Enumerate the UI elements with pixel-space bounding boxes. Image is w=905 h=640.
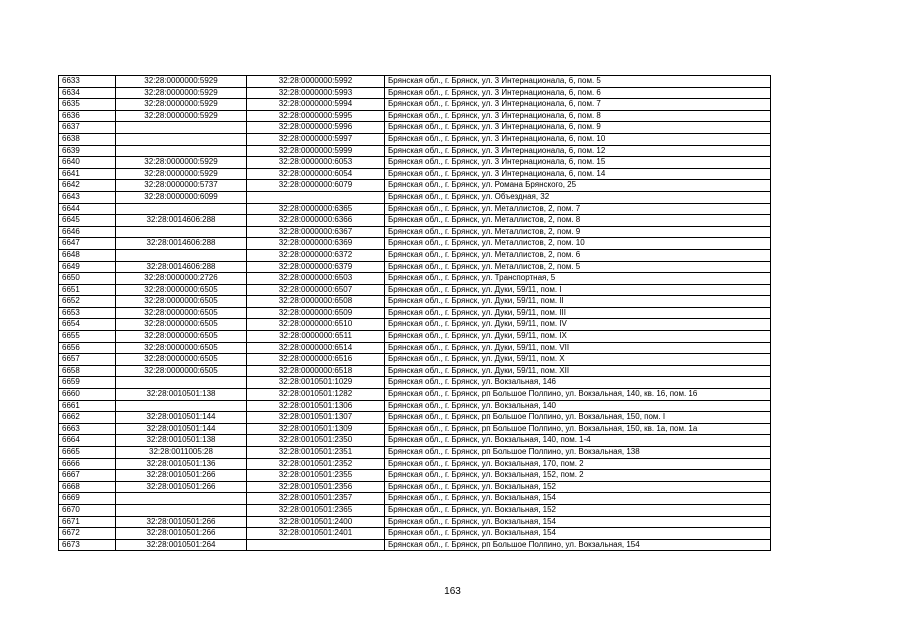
source-cadastral-cell: 32:28:0000000:5929 xyxy=(116,168,247,180)
address-cell: Брянская обл., г. Брянск, ул. Дуки, 59/11, пом. IV xyxy=(385,319,771,331)
row-number-cell: 6664 xyxy=(59,435,116,447)
cadastral-number-cell: 32:28:0000000:6508 xyxy=(247,296,385,308)
cadastral-number-cell: 32:28:0000000:6514 xyxy=(247,342,385,354)
cadastral-number-cell: 32:28:0010501:2355 xyxy=(247,470,385,482)
cadastral-number-cell: 32:28:0010501:2350 xyxy=(247,435,385,447)
row-number-cell: 6672 xyxy=(59,528,116,540)
row-number-cell: 6634 xyxy=(59,87,116,99)
cadastral-number-cell: 32:28:0000000:5999 xyxy=(247,145,385,157)
table-row xyxy=(59,493,771,505)
source-cadastral-cell: 32:28:0010501:264 xyxy=(116,539,247,551)
cadastral-number-cell: 32:28:0000000:6369 xyxy=(247,238,385,250)
cadastral-number-cell: 32:28:0000000:6367 xyxy=(247,226,385,238)
cadastral-number-cell: 32:28:0000000:6365 xyxy=(247,203,385,215)
row-number-cell: 6671 xyxy=(59,516,116,528)
address-cell: Брянская обл., г. Брянск, ул. Дуки, 59/11, пом. VII xyxy=(385,342,771,354)
row-number-cell: 6667 xyxy=(59,470,116,482)
table-row xyxy=(59,319,771,331)
table-row xyxy=(59,528,771,540)
cadastral-number-cell: 32:28:0010501:2352 xyxy=(247,458,385,470)
address-cell: Брянская обл., г. Брянск, ул. Металлистов, 2, пом. 10 xyxy=(385,238,771,250)
source-cadastral-cell xyxy=(116,493,247,505)
table-row xyxy=(59,99,771,111)
source-cadastral-cell xyxy=(116,226,247,238)
row-number-cell: 6638 xyxy=(59,133,116,145)
source-cadastral-cell xyxy=(116,145,247,157)
table-row xyxy=(59,458,771,470)
source-cadastral-cell: 32:28:0000000:6099 xyxy=(116,191,247,203)
cadastral-number-cell: 32:28:0000000:6079 xyxy=(247,180,385,192)
row-number-cell: 6660 xyxy=(59,389,116,401)
address-cell: Брянская обл., г. Брянск, ул. Металлистов, 2, пом. 5 xyxy=(385,261,771,273)
cadastral-number-cell: 32:28:0010501:1029 xyxy=(247,377,385,389)
address-cell: Брянская обл., г. Брянск, ул. 3 Интернационала, 6, пом. 15 xyxy=(385,157,771,169)
table-row xyxy=(59,76,771,88)
source-cadastral-cell: 32:28:0000000:2726 xyxy=(116,273,247,285)
row-number-cell: 6653 xyxy=(59,307,116,319)
address-cell: Брянская обл., г. Брянск, ул. Романа Брянского, 25 xyxy=(385,180,771,192)
address-cell: Брянская обл., г. Брянск, рп Большое Полпино, ул. Вокзальная, 154 xyxy=(385,539,771,551)
row-number-cell: 6652 xyxy=(59,296,116,308)
address-cell: Брянская обл., г. Брянск, ул. 3 Интернационала, 6, пом. 9 xyxy=(385,122,771,134)
address-cell: Брянская обл., г. Брянск, ул. Объездная, 32 xyxy=(385,191,771,203)
table-row xyxy=(59,133,771,145)
cadastral-number-cell: 32:28:0000000:6510 xyxy=(247,319,385,331)
cadastral-number-cell: 32:28:0000000:6503 xyxy=(247,273,385,285)
cadastral-number-cell: 32:28:0000000:6054 xyxy=(247,168,385,180)
address-cell: Брянская обл., г. Брянск, рп Большое Полпино, ул. Вокзальная, 140, кв. 16, пом. 16 xyxy=(385,389,771,401)
table-row xyxy=(59,261,771,273)
address-cell: Брянская обл., г. Брянск, ул. Дуки, 59/11, пом. III xyxy=(385,307,771,319)
row-number-cell: 6658 xyxy=(59,365,116,377)
table-row xyxy=(59,215,771,227)
address-cell: Брянская обл., г. Брянск, ул. Транспортная, 5 xyxy=(385,273,771,285)
source-cadastral-cell: 32:28:0000000:5929 xyxy=(116,76,247,88)
address-cell: Брянская обл., г. Брянск, ул. 3 Интернационала, 6, пом. 14 xyxy=(385,168,771,180)
cadastral-number-cell: 32:28:0000000:5993 xyxy=(247,87,385,99)
table-row xyxy=(59,238,771,250)
table-row xyxy=(59,354,771,366)
table-row xyxy=(59,423,771,435)
address-cell: Брянская обл., г. Брянск, ул. Вокзальная, 140, пом. 1-4 xyxy=(385,435,771,447)
source-cadastral-cell: 32:28:0000000:5929 xyxy=(116,87,247,99)
cadastral-number-cell: 32:28:0010501:1306 xyxy=(247,400,385,412)
source-cadastral-cell: 32:28:0000000:5737 xyxy=(116,180,247,192)
table-row xyxy=(59,400,771,412)
cadastral-number-cell: 32:28:0010501:2365 xyxy=(247,504,385,516)
address-cell: Брянская обл., г. Брянск, ул. 3 Интернационала, 6, пом. 7 xyxy=(385,99,771,111)
source-cadastral-cell: 32:28:0000000:5929 xyxy=(116,157,247,169)
cadastral-number-cell: 32:28:0000000:6372 xyxy=(247,249,385,261)
cadastral-number-cell: 32:28:0000000:6366 xyxy=(247,215,385,227)
address-cell: Брянская обл., г. Брянск, ул. 3 Интернационала, 6, пом. 8 xyxy=(385,110,771,122)
row-number-cell: 6650 xyxy=(59,273,116,285)
table-row xyxy=(59,226,771,238)
address-cell: Брянская обл., г. Брянск, ул. Вокзальная, 154 xyxy=(385,493,771,505)
address-cell: Брянская обл., г. Брянск, ул. Дуки, 59/11, пом. II xyxy=(385,296,771,308)
source-cadastral-cell: 32:28:0000000:6505 xyxy=(116,307,247,319)
table-row xyxy=(59,516,771,528)
row-number-cell: 6640 xyxy=(59,157,116,169)
row-number-cell: 6657 xyxy=(59,354,116,366)
source-cadastral-cell: 32:28:0000000:6505 xyxy=(116,354,247,366)
cadastral-number-cell: 32:28:0000000:6507 xyxy=(247,284,385,296)
table-row xyxy=(59,307,771,319)
table-row xyxy=(59,296,771,308)
address-cell: Брянская обл., г. Брянск, рп Большое Полпино, ул. Вокзальная, 138 xyxy=(385,447,771,459)
address-cell: Брянская обл., г. Брянск, ул. Металлистов, 2, пом. 9 xyxy=(385,226,771,238)
cadastral-number-cell: 32:28:0010501:1307 xyxy=(247,412,385,424)
source-cadastral-cell: 32:28:0000000:5929 xyxy=(116,110,247,122)
source-cadastral-cell: 32:28:0000000:6505 xyxy=(116,319,247,331)
cadastral-number-cell: 32:28:0000000:5997 xyxy=(247,133,385,145)
row-number-cell: 6659 xyxy=(59,377,116,389)
address-cell: Брянская обл., г. Брянск, ул. Вокзальная, 152 xyxy=(385,481,771,493)
address-cell: Брянская обл., г. Брянск, ул. 3 Интернационала, 6, пом. 10 xyxy=(385,133,771,145)
row-number-cell: 6665 xyxy=(59,447,116,459)
cadastral-table xyxy=(58,75,771,551)
row-number-cell: 6646 xyxy=(59,226,116,238)
row-number-cell: 6651 xyxy=(59,284,116,296)
source-cadastral-cell: 32:28:0014606:288 xyxy=(116,261,247,273)
cadastral-number-cell: 32:28:0010501:2351 xyxy=(247,447,385,459)
row-number-cell: 6662 xyxy=(59,412,116,424)
source-cadastral-cell xyxy=(116,377,247,389)
cadastral-number-cell: 32:28:0000000:6518 xyxy=(247,365,385,377)
source-cadastral-cell xyxy=(116,203,247,215)
table-row xyxy=(59,389,771,401)
table-row xyxy=(59,470,771,482)
address-cell: Брянская обл., г. Брянск, ул. Металлистов, 2, пом. 7 xyxy=(385,203,771,215)
row-number-cell: 6656 xyxy=(59,342,116,354)
cadastral-number-cell: 32:28:0010501:2401 xyxy=(247,528,385,540)
row-number-cell: 6643 xyxy=(59,191,116,203)
table-row xyxy=(59,145,771,157)
table-row xyxy=(59,539,771,551)
address-cell: Брянская обл., г. Брянск, ул. Вокзальная, 140 xyxy=(385,400,771,412)
source-cadastral-cell: 32:28:0000000:5929 xyxy=(116,99,247,111)
row-number-cell: 6663 xyxy=(59,423,116,435)
table-row xyxy=(59,331,771,343)
source-cadastral-cell xyxy=(116,122,247,134)
row-number-cell: 6654 xyxy=(59,319,116,331)
row-number-cell: 6642 xyxy=(59,180,116,192)
table-row xyxy=(59,87,771,99)
source-cadastral-cell: 32:28:0014606:288 xyxy=(116,215,247,227)
table-row xyxy=(59,122,771,134)
row-number-cell: 6644 xyxy=(59,203,116,215)
source-cadastral-cell: 32:28:0000000:6505 xyxy=(116,296,247,308)
source-cadastral-cell: 32:28:0010501:136 xyxy=(116,458,247,470)
address-cell: Брянская обл., г. Брянск, ул. Вокзальная, 170, пом. 2 xyxy=(385,458,771,470)
cadastral-number-cell: 32:28:0000000:5994 xyxy=(247,99,385,111)
source-cadastral-cell xyxy=(116,249,247,261)
table-row xyxy=(59,447,771,459)
cadastral-number-cell xyxy=(247,539,385,551)
address-cell: Брянская обл., г. Брянск, рп Большое Полпино, ул. Вокзальная, 150, пом. I xyxy=(385,412,771,424)
row-number-cell: 6641 xyxy=(59,168,116,180)
page-number: 163 xyxy=(444,586,461,597)
cadastral-number-cell: 32:28:0000000:5995 xyxy=(247,110,385,122)
table-row xyxy=(59,180,771,192)
table-row xyxy=(59,203,771,215)
address-cell: Брянская обл., г. Брянск, ул. Металлистов, 2, пом. 8 xyxy=(385,215,771,227)
row-number-cell: 6666 xyxy=(59,458,116,470)
table-row xyxy=(59,377,771,389)
row-number-cell: 6670 xyxy=(59,504,116,516)
source-cadastral-cell: 32:28:0010501:144 xyxy=(116,423,247,435)
row-number-cell: 6669 xyxy=(59,493,116,505)
cadastral-number-cell: 32:28:0000000:6509 xyxy=(247,307,385,319)
cadastral-number-cell: 32:28:0000000:6053 xyxy=(247,157,385,169)
table-row xyxy=(59,342,771,354)
table-row xyxy=(59,504,771,516)
address-cell: Брянская обл., г. Брянск, ул. Вокзальная, 146 xyxy=(385,377,771,389)
table-row xyxy=(59,110,771,122)
address-cell: Брянская обл., г. Брянск, ул. 3 Интернационала, 6, пом. 5 xyxy=(385,76,771,88)
address-cell: Брянская обл., г. Брянск, ул. Дуки, 59/11, пом. I xyxy=(385,284,771,296)
row-number-cell: 6648 xyxy=(59,249,116,261)
source-cadastral-cell: 32:28:0010501:266 xyxy=(116,516,247,528)
row-number-cell: 6639 xyxy=(59,145,116,157)
table-row xyxy=(59,273,771,285)
source-cadastral-cell: 32:28:0000000:6505 xyxy=(116,331,247,343)
address-cell: Брянская обл., г. Брянск, рп Большое Полпино, ул. Вокзальная, 150, кв. 1а, пом. 1а xyxy=(385,423,771,435)
address-cell: Брянская обл., г. Брянск, ул. Дуки, 59/11, пом. X xyxy=(385,354,771,366)
source-cadastral-cell: 32:28:0000000:6505 xyxy=(116,284,247,296)
cadastral-number-cell: 32:28:0010501:2357 xyxy=(247,493,385,505)
source-cadastral-cell: 32:28:0014606:288 xyxy=(116,238,247,250)
table-row xyxy=(59,412,771,424)
address-cell: Брянская обл., г. Брянск, ул. Вокзальная, 152, пом. 2 xyxy=(385,470,771,482)
row-number-cell: 6636 xyxy=(59,110,116,122)
row-number-cell: 6649 xyxy=(59,261,116,273)
cadastral-number-cell: 32:28:0000000:5992 xyxy=(247,76,385,88)
address-cell: Брянская обл., г. Брянск, ул. Вокзальная, 152 xyxy=(385,504,771,516)
cadastral-number-cell: 32:28:0000000:6511 xyxy=(247,331,385,343)
row-number-cell: 6637 xyxy=(59,122,116,134)
row-number-cell: 6645 xyxy=(59,215,116,227)
row-number-cell: 6668 xyxy=(59,481,116,493)
source-cadastral-cell: 32:28:0010501:266 xyxy=(116,470,247,482)
address-cell: Брянская обл., г. Брянск, ул. Вокзальная, 154 xyxy=(385,528,771,540)
address-cell: Брянская обл., г. Брянск, ул. Вокзальная, 154 xyxy=(385,516,771,528)
source-cadastral-cell: 32:28:0010501:138 xyxy=(116,389,247,401)
table-row xyxy=(59,191,771,203)
source-cadastral-cell: 32:28:0010501:266 xyxy=(116,528,247,540)
table-row xyxy=(59,284,771,296)
table-row xyxy=(59,481,771,493)
row-number-cell: 6633 xyxy=(59,76,116,88)
source-cadastral-cell: 32:28:0011005:28 xyxy=(116,447,247,459)
address-cell: Брянская обл., г. Брянск, ул. Дуки, 59/11, пом. XII xyxy=(385,365,771,377)
row-number-cell: 6655 xyxy=(59,331,116,343)
address-cell: Брянская обл., г. Брянск, ул. 3 Интернационала, 6, пом. 12 xyxy=(385,145,771,157)
source-cadastral-cell xyxy=(116,504,247,516)
source-cadastral-cell: 32:28:0010501:144 xyxy=(116,412,247,424)
source-cadastral-cell: 32:28:0000000:6505 xyxy=(116,365,247,377)
address-cell: Брянская обл., г. Брянск, ул. Металлистов, 2, пом. 6 xyxy=(385,249,771,261)
cadastral-number-cell: 32:28:0000000:5996 xyxy=(247,122,385,134)
table-row xyxy=(59,168,771,180)
address-cell: Брянская обл., г. Брянск, ул. Дуки, 59/11, пом. IX xyxy=(385,331,771,343)
cadastral-number-cell xyxy=(247,191,385,203)
cadastral-number-cell: 32:28:0000000:6379 xyxy=(247,261,385,273)
row-number-cell: 6673 xyxy=(59,539,116,551)
address-cell: Брянская обл., г. Брянск, ул. 3 Интернационала, 6, пом. 6 xyxy=(385,87,771,99)
table-row xyxy=(59,157,771,169)
cadastral-number-cell: 32:28:0010501:1282 xyxy=(247,389,385,401)
table-row xyxy=(59,365,771,377)
cadastral-number-cell: 32:28:0010501:2400 xyxy=(247,516,385,528)
row-number-cell: 6647 xyxy=(59,238,116,250)
cadastral-number-cell: 32:28:0010501:1309 xyxy=(247,423,385,435)
source-cadastral-cell: 32:28:0010501:266 xyxy=(116,481,247,493)
source-cadastral-cell xyxy=(116,400,247,412)
source-cadastral-cell: 32:28:0000000:6505 xyxy=(116,342,247,354)
source-cadastral-cell: 32:28:0010501:138 xyxy=(116,435,247,447)
cadastral-number-cell: 32:28:0010501:2356 xyxy=(247,481,385,493)
row-number-cell: 6661 xyxy=(59,400,116,412)
source-cadastral-cell xyxy=(116,133,247,145)
table-row xyxy=(59,249,771,261)
cadastral-number-cell: 32:28:0000000:6516 xyxy=(247,354,385,366)
table-body xyxy=(59,76,771,551)
row-number-cell: 6635 xyxy=(59,99,116,111)
table-row xyxy=(59,435,771,447)
